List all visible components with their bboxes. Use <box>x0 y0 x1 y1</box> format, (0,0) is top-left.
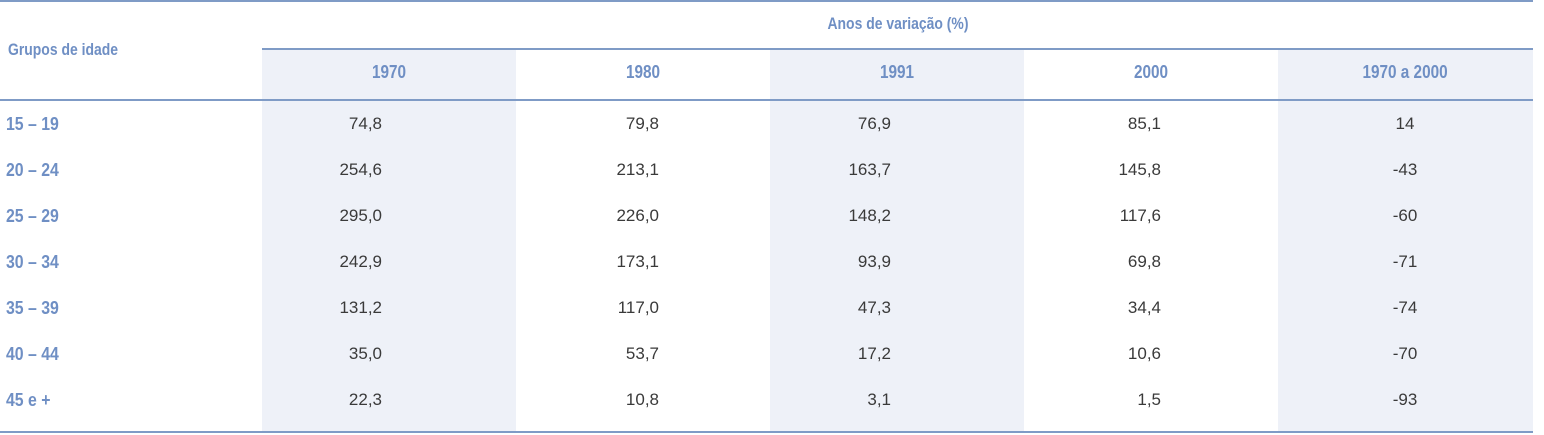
span-header-title <box>262 14 1533 34</box>
cell-1970-2000: 14 <box>1395 114 1415 133</box>
cell-1970: 242,9 <box>339 252 382 271</box>
cell-1991: 76,9 <box>857 114 891 133</box>
bottom-rule <box>0 431 1533 433</box>
cell-1991: 3,1 <box>867 390 891 409</box>
table-row <box>0 148 1533 194</box>
age-group-label: 30 – 34 <box>6 252 59 272</box>
age-group-label: 40 – 44 <box>6 344 59 364</box>
cell-1991: 47,3 <box>857 298 891 317</box>
age-group-label: 20 – 24 <box>6 160 59 180</box>
cell-1980: 53,7 <box>625 344 659 363</box>
col-header-text: 1970 a 2000 <box>1362 62 1448 82</box>
cell-2000: 145,8 <box>1118 160 1161 179</box>
cell-2000: 34,4 <box>1127 298 1161 317</box>
col-header-1970 <box>262 62 516 83</box>
cell-1980: 173,1 <box>616 252 659 271</box>
cell-2000: 85,1 <box>1127 114 1161 133</box>
cell-1970: 254,6 <box>339 160 382 179</box>
cell-2000: 10,6 <box>1127 344 1161 363</box>
cell-1980: 226,0 <box>616 206 659 225</box>
span-header-text: Anos de variação (%) <box>826 14 968 33</box>
header-rule <box>262 48 1533 50</box>
cell-1980: 10,8 <box>625 390 659 409</box>
age-group-label: 15 – 19 <box>6 114 59 134</box>
top-rule <box>0 0 1533 2</box>
table-row <box>0 378 1533 424</box>
col-header-2000 <box>1024 62 1278 83</box>
cell-1970: 131,2 <box>339 298 382 317</box>
body-rule <box>0 99 1533 101</box>
cell-1970-2000: -60 <box>1392 206 1418 225</box>
cell-1970-2000: -71 <box>1392 252 1418 271</box>
col-header-1991 <box>770 62 1024 83</box>
age-group-label: 35 – 39 <box>6 298 59 318</box>
cell-1991: 93,9 <box>857 252 891 271</box>
col-header-1970-2000 <box>1278 62 1532 83</box>
col-header-text: 1970 <box>371 62 407 82</box>
cell-1980: 213,1 <box>616 160 659 179</box>
cell-1970: 295,0 <box>339 206 382 225</box>
cell-1970-2000: -43 <box>1392 160 1418 179</box>
row-header-title: Grupos de idade <box>8 40 118 59</box>
table-row <box>0 286 1533 332</box>
age-group-label: 45 e + <box>6 390 51 410</box>
col-header-text: 1991 <box>879 62 915 82</box>
col-header-text: 1980 <box>625 62 661 82</box>
cell-1980: 117,0 <box>617 298 659 317</box>
cell-2000: 1,5 <box>1137 390 1161 409</box>
cell-1970-2000: -74 <box>1392 298 1418 317</box>
table-row <box>0 102 1533 148</box>
cell-1991: 163,7 <box>848 160 891 179</box>
cell-2000: 69,8 <box>1127 252 1161 271</box>
cell-1970: 74,8 <box>348 114 382 133</box>
table-row <box>0 240 1533 286</box>
cell-1970-2000: -70 <box>1392 344 1418 363</box>
table-row <box>0 332 1533 378</box>
cell-1991: 148,2 <box>848 206 891 225</box>
cell-2000: 117,6 <box>1119 206 1161 225</box>
cell-1970: 35,0 <box>348 344 382 363</box>
age-group-label: 25 – 29 <box>6 206 59 226</box>
col-header-text: 2000 <box>1133 62 1169 82</box>
cell-1970-2000: -93 <box>1392 390 1418 409</box>
col-header-1980 <box>516 62 770 83</box>
cell-1980: 79,8 <box>625 114 659 133</box>
table-row <box>0 194 1533 240</box>
cell-1970: 22,3 <box>348 390 382 409</box>
cell-1991: 17,2 <box>857 344 891 363</box>
